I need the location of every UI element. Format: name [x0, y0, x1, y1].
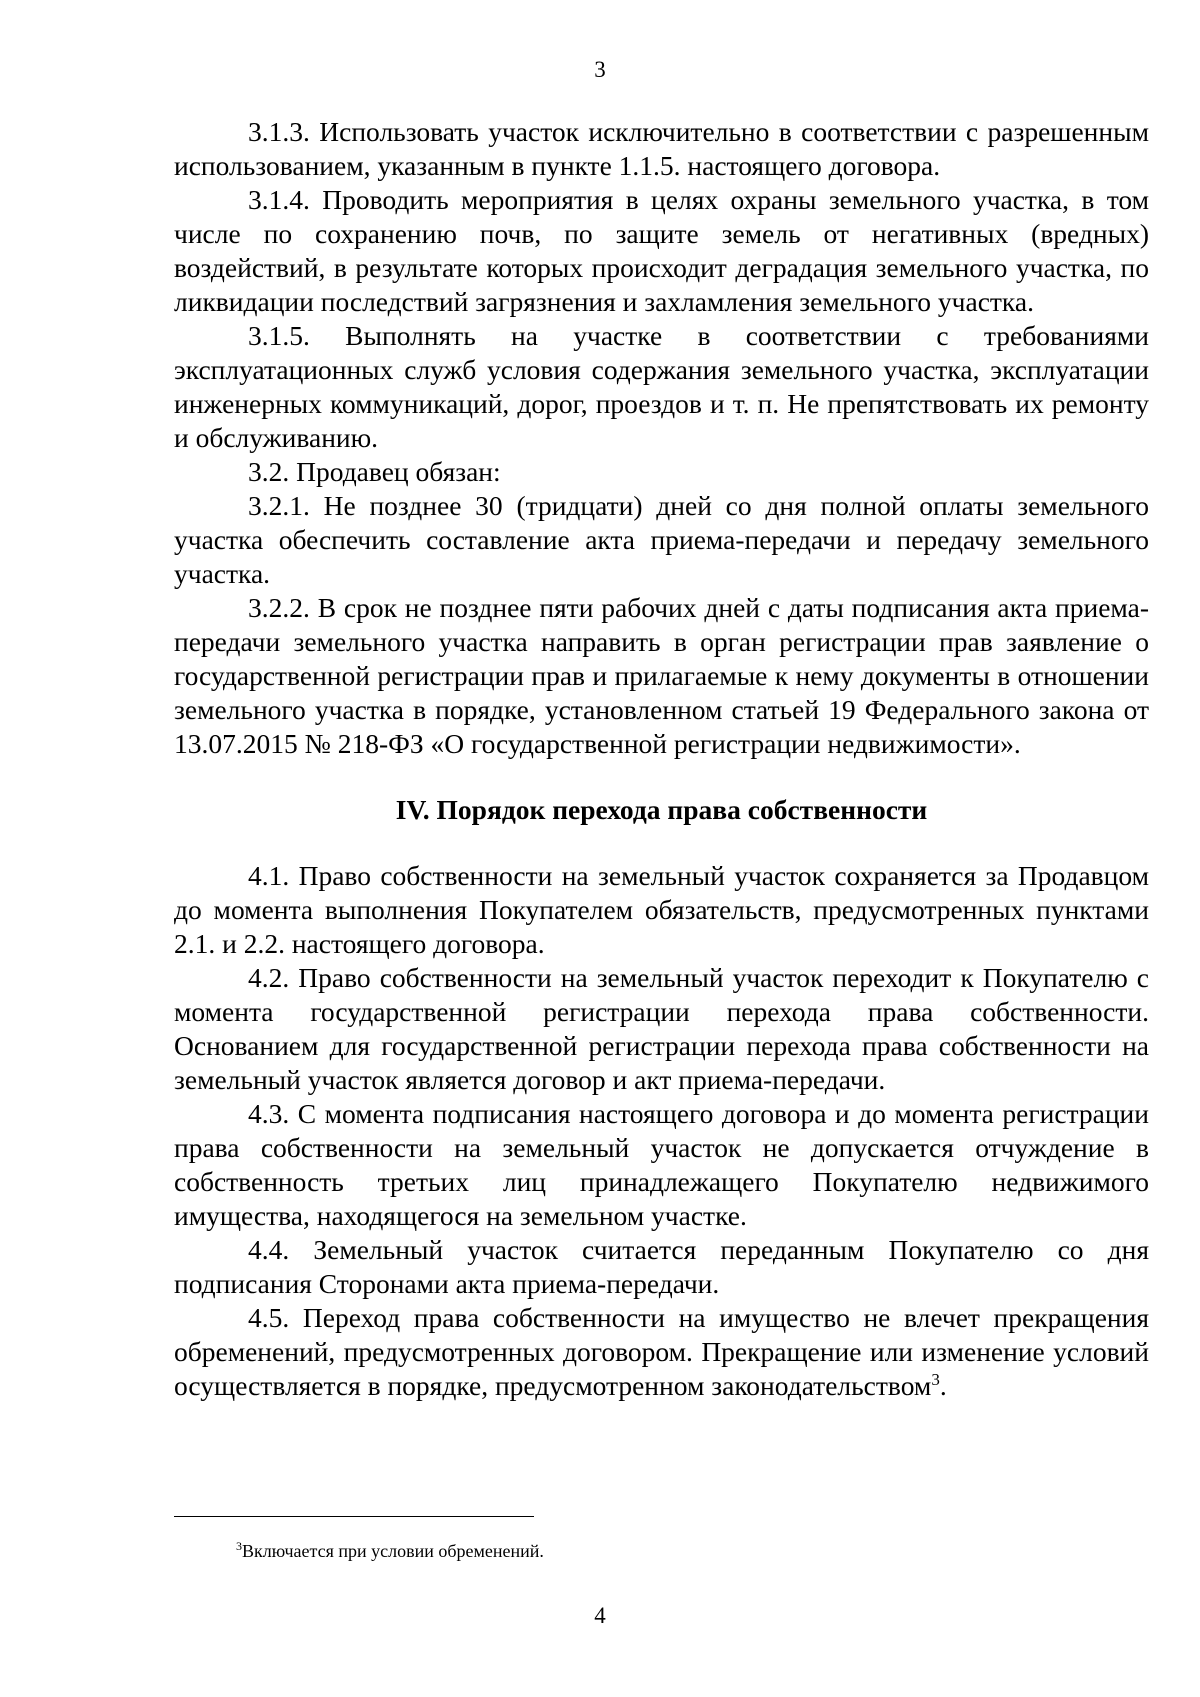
paragraph-4-2: 4.2. Право собственности на земельный участок переходит к Покупателю с момента государственной регистрации перехода права собственности. Основанием для государственной регистрации перехода права собственности на земельный участок является договор и акт приема-передачи. — [174, 962, 1149, 1095]
paragraph-3-2-1: 3.2.1. Не позднее 30 (тридцати) дней со дня полной оплаты земельного участка обеспечить составление акта приема-передачи и передачу земельного участка. — [174, 490, 1149, 589]
paragraph-4-5-tail: . — [939, 1370, 947, 1401]
footnote-marker: 3 — [236, 1539, 242, 1553]
paragraph-3-1-5: 3.1.5. Выполнять на участке в соответствии с требованиями эксплуатационных служб условия содержания земельного участка, эксплуатации инженерных коммуникаций, дорог, проездов и т. п. Не препятствовать их ремонту и обслуживанию. — [174, 320, 1149, 453]
paragraph-4-5 — [174, 1301, 1149, 1403]
paragraph-3-2-2: 3.2.2. В срок не позднее пяти рабочих дней с даты подписания акта приема-передачи земельного участка направить в орган регистрации прав заявление о государственной регистрации прав и прилагаемые к нему документы в отношении земельного участка в порядке, установленном статьей 19 Федерального закона от 13.07.2015 № 218-ФЗ «О государственной регистрации недвижимости». — [174, 592, 1149, 759]
footnote-reference[interactable]: 3 — [931, 1369, 940, 1389]
paragraph-4-5-text: 4.5. Переход права собственности на имущество не влечет прекращения обременений, предусмотренных договором. Прекращение или изменение условий осуществляется в порядке, предусмотренном законодательством — [174, 1302, 1149, 1401]
paragraph-4-4: 4.4. Земельный участок считается переданным Покупателю со дня подписания Сторонами акта приема-передачи. — [174, 1234, 1149, 1299]
document-body — [174, 115, 1149, 1403]
section-heading: IV. Порядок перехода права собственности — [395, 794, 928, 825]
paragraph-3-1-4: 3.1.4. Проводить мероприятия в целях охраны земельного участка, в том числе по сохранению почв, по защите земель от негативных (вредных) воздействий, в результате которых происходит деградация земельного участка, по ликвидации последствий загрязнения и захламления земельного участка. — [174, 184, 1149, 317]
paragraph-4-3: 4.3. С момента подписания настоящего договора и до момента регистрации права собственности на земельный участок не допускается отчуждение в собственность третьих лиц принадлежащего Покупателю недвижимого имущества, находящегося на земельном участке. — [174, 1098, 1149, 1231]
page-number-bottom: 4 — [594, 1603, 606, 1628]
paragraph-3-1-3: 3.1.3. Использовать участок исключительно в соответствии с разрешенным использованием, указанным в пункте 1.1.5. настоящего договора. — [174, 116, 1149, 181]
page-number-top: 3 — [594, 57, 606, 82]
paragraph-3-2: 3.2. Продавец обязан: — [248, 456, 501, 487]
paragraph-4-1: 4.1. Право собственности на земельный участок сохраняется за Продавцом до момента выполнения Покупателем обязательств, предусмотренных пунктами 2.1. и 2.2. настоящего договора. — [174, 860, 1149, 959]
footnote — [236, 1540, 1136, 1562]
footnote-divider — [174, 1516, 534, 1517]
footnote-text: Включается при условии обременений. — [242, 1541, 544, 1561]
